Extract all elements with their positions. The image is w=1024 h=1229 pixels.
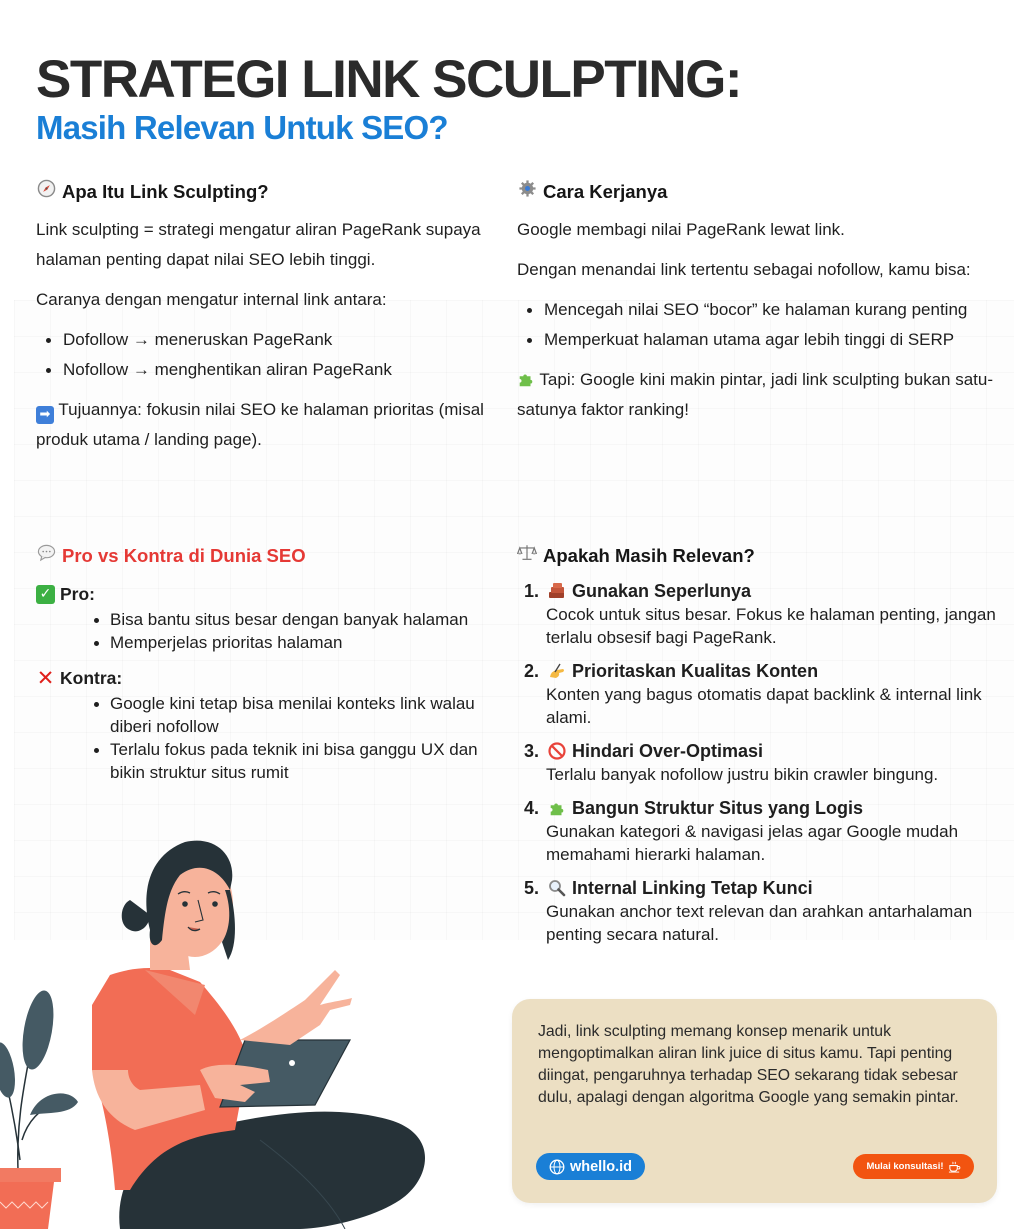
coffee-cup-icon bbox=[948, 1160, 961, 1173]
item-description: Gunakan anchor text relevan dan arahkan antarhalaman penting secara natural. bbox=[546, 902, 973, 944]
conclusion-card bbox=[512, 999, 997, 1203]
section-heading bbox=[517, 543, 1007, 569]
scales-icon bbox=[517, 543, 537, 569]
item-title: Bangun Struktur Situs yang Logis bbox=[572, 798, 864, 818]
paragraph: Link sculpting = strategi mengatur aliran PageRank supaya halaman penting dapat nilai SEO lebih tinggi. bbox=[36, 220, 481, 269]
relevance-item bbox=[517, 579, 1007, 649]
item-description: Konten yang bagus otomatis dapat backlink & internal link alami. bbox=[546, 685, 982, 727]
page-subtitle: Masih Relevan Untuk SEO? bbox=[36, 109, 448, 146]
list-item: Google kini tetap bisa menilai konteks link walau diberi nofollow bbox=[92, 692, 486, 738]
section-heading bbox=[517, 179, 997, 205]
section-heading bbox=[36, 179, 486, 205]
relevance-item bbox=[517, 796, 1007, 866]
item-number: 2. bbox=[524, 661, 540, 681]
item-title-row bbox=[524, 579, 1007, 603]
item-number: 1. bbox=[524, 581, 540, 601]
bullet-list bbox=[36, 325, 486, 385]
item-description: Terlalu banyak nofollow justru bikin crawler bingung. bbox=[546, 765, 939, 784]
item-title-row bbox=[524, 659, 1007, 683]
list-item: Mencegah nilai SEO “bocor” ke halaman kurang penting bbox=[517, 295, 997, 325]
goal-text: Tujuannya: fokusin nilai SEO ke halaman prioritas (misal produk utama / landing page). bbox=[36, 400, 484, 449]
cross-mark-icon: ✕ bbox=[36, 665, 55, 690]
note-paragraph bbox=[517, 365, 997, 425]
consultation-label: Mulai konsultasi! bbox=[866, 1161, 944, 1172]
item-number: 4. bbox=[524, 798, 540, 818]
website-button[interactable] bbox=[536, 1153, 645, 1180]
section-what-is bbox=[36, 179, 486, 455]
consultation-button[interactable] bbox=[853, 1154, 974, 1179]
relevance-item bbox=[517, 739, 1007, 786]
heading-text: Cara Kerjanya bbox=[543, 181, 668, 202]
item-description: Gunakan kategori & navigasi jelas agar Google mudah memahami hierarki halaman. bbox=[546, 822, 959, 864]
speech-bubble-icon bbox=[36, 543, 56, 569]
puzzle-icon bbox=[547, 799, 567, 817]
pro-heading bbox=[36, 582, 486, 606]
puzzle-icon bbox=[517, 368, 535, 386]
paragraph: Google membagi nilai PageRank lewat link. bbox=[517, 220, 845, 239]
item-title-row bbox=[524, 876, 1007, 900]
section-pro-contra bbox=[36, 543, 486, 784]
item-title: Hindari Over-Optimasi bbox=[572, 741, 764, 761]
relevance-item bbox=[517, 659, 1007, 729]
heading-text: Apa Itu Link Sculpting? bbox=[62, 181, 269, 202]
item-title-row bbox=[524, 739, 1007, 763]
contra-list bbox=[92, 692, 486, 784]
item-number: 5. bbox=[524, 878, 540, 898]
no-entry-icon bbox=[547, 742, 567, 760]
list-item: Memperjelas prioritas halaman bbox=[92, 631, 486, 654]
item-description: Cocok untuk situs besar. Fokus ke halaman penting, jangan terlalu obsesif bagi PageRank. bbox=[546, 605, 996, 647]
globe-icon bbox=[549, 1159, 565, 1175]
magnifier-icon bbox=[547, 879, 567, 897]
writing-hand-icon bbox=[547, 662, 567, 680]
section-relevance bbox=[517, 543, 1007, 946]
item-title-row bbox=[524, 796, 1007, 820]
bricks-icon bbox=[547, 582, 567, 600]
goal-paragraph bbox=[36, 395, 486, 455]
website-label: whello.id bbox=[569, 1158, 633, 1175]
pro-list bbox=[92, 608, 486, 654]
woman-with-tablet-illustration bbox=[0, 830, 480, 1229]
item-title: Prioritaskan Kualitas Konten bbox=[572, 661, 819, 681]
right-arrow-icon: ➡ bbox=[36, 406, 54, 424]
contra-heading bbox=[36, 666, 486, 690]
section-heading bbox=[36, 543, 486, 569]
heading-text: Apakah Masih Relevan? bbox=[543, 545, 755, 566]
page-title: STRATEGI LINK SCULPTING: bbox=[36, 50, 741, 109]
paragraph: Dengan menandai link tertentu sebagai nofollow, kamu bisa: bbox=[517, 260, 971, 279]
list-item: Nofollow → menghentikan aliran PageRank bbox=[36, 355, 486, 385]
paragraph: Caranya dengan mengatur internal link antara: bbox=[36, 290, 387, 309]
list-item: Terlalu fokus pada teknik ini bisa ganggu UX dan bikin struktur situs rumit bbox=[92, 738, 486, 784]
relevance-item bbox=[517, 876, 1007, 946]
list-item: Dofollow → meneruskan PageRank bbox=[36, 325, 486, 355]
item-number: 3. bbox=[524, 741, 540, 761]
pro-label: Pro: bbox=[60, 584, 95, 604]
heading-text: Pro vs Kontra di Dunia SEO bbox=[62, 545, 306, 566]
bullet-list bbox=[517, 295, 997, 355]
check-mark-icon: ✓ bbox=[36, 585, 55, 604]
note-text: Tapi: Google kini makin pintar, jadi link sculpting bukan satu-satunya faktor ranking! bbox=[517, 370, 994, 419]
compass-icon bbox=[36, 179, 56, 205]
list-item: Bisa bantu situs besar dengan banyak halaman bbox=[92, 608, 486, 631]
contra-label: Kontra: bbox=[60, 668, 123, 688]
item-title: Gunakan Seperlunya bbox=[572, 581, 752, 601]
conclusion-text: Jadi, link sculpting memang konsep menarik untuk mengoptimalkan aliran link juice di situs kamu. Tapi penting diingat, pengaruhnya terhadap SEO sekarang tidak sebesar dulu, apalagi dengan algoritma Google yang semakin pintar. bbox=[538, 1023, 959, 1106]
list-item: Memperkuat halaman utama agar lebih tinggi di SERP bbox=[517, 325, 997, 355]
plant-icon bbox=[0, 988, 78, 1229]
item-title: Internal Linking Tetap Kunci bbox=[572, 878, 813, 898]
section-how-it-works bbox=[517, 179, 997, 425]
gear-icon bbox=[517, 179, 537, 205]
